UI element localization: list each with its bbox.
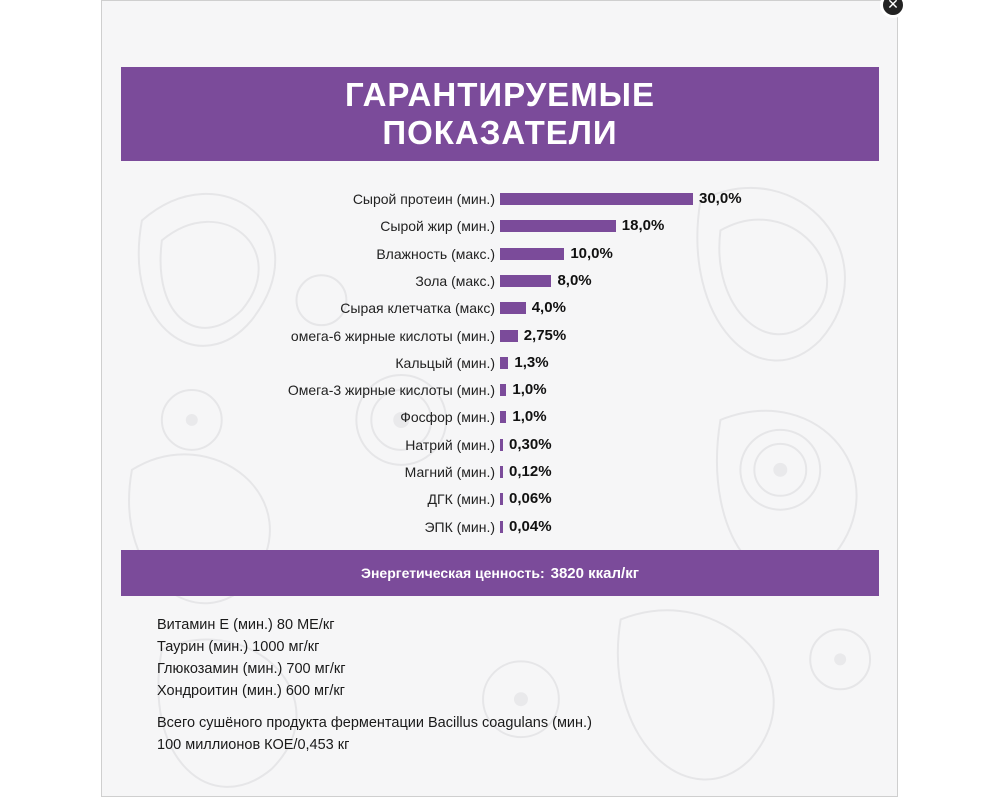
bar [500, 193, 693, 205]
value-label: 0,04% [509, 517, 552, 535]
bar [500, 439, 503, 451]
page-title-line1: ГАРАНТИРУЕМЫЕ [344, 76, 656, 113]
bar [500, 357, 508, 369]
bar [500, 248, 564, 260]
value-label: 10,0% [570, 244, 613, 262]
energy-band [121, 550, 879, 596]
energy-value: 3820 ккал/кг [550, 564, 639, 582]
bar [500, 521, 503, 533]
category-label: омега-6 жирные кислоты (мин.) [290, 327, 495, 344]
category-label: Фосфор (мин.) [400, 409, 495, 426]
title-band [121, 67, 879, 161]
note-chondroitin: Хондроитин (мин.) 600 мг/кг [157, 683, 345, 699]
category-label: Омега-3 жирные кислоты (мин.) [287, 382, 495, 399]
category-label: Натрий (мин.) [405, 436, 495, 453]
close-icon[interactable]: ✕ [880, 0, 906, 18]
bar [500, 493, 503, 505]
value-label: 0,06% [509, 490, 552, 508]
energy-label: Энергетическая ценность: [361, 565, 545, 581]
note-vitamin-e: Витамин Е (мин.) 80 МЕ/кг [157, 617, 335, 633]
value-label: 1,0% [512, 408, 547, 426]
bar [500, 384, 506, 396]
category-label: ДГК (мин.) [427, 491, 495, 508]
bar [500, 411, 506, 423]
bar [500, 466, 503, 478]
value-label: 4,0% [531, 299, 566, 317]
category-label: Влажность (макс.) [376, 245, 495, 262]
value-label: 1,0% [512, 381, 547, 399]
bar [500, 302, 526, 314]
value-label: 2,75% [523, 326, 567, 344]
value-label: 18,0% [621, 217, 665, 235]
value-label: 8,0% [557, 271, 592, 289]
note-ferment-line1: Всего сушёного продукта ферментации Bacillus coagulans (мин.) [157, 715, 592, 731]
value-label: 0,30% [509, 435, 552, 453]
bar [500, 220, 616, 232]
note-glucosamine: Глюкозамин (мин.) 700 мг/кг [157, 661, 346, 677]
category-label: ЭПК (мин.) [424, 518, 495, 535]
category-label: Зола (макс.) [415, 272, 495, 289]
value-label: 0,12% [509, 463, 552, 480]
bar [500, 330, 518, 342]
note-ferment-line2: 100 миллионов КОЕ/0,453 кг [157, 737, 350, 753]
category-label: Сырой протеин (мин.) [352, 191, 495, 207]
page-title-line2: ПОКАЗАТЕЛИ [382, 114, 618, 151]
additional-nutrients [157, 614, 592, 756]
category-label: Кальцый (мин.) [395, 354, 495, 371]
value-label: 30,0% [699, 190, 742, 207]
note-taurine: Таурин (мин.) 1000 мг/кг [157, 639, 320, 655]
category-label: Сырая клетчатка (макс) [340, 300, 495, 317]
category-label: Сырой жир (мин.) [380, 218, 495, 235]
category-label: Магний (мин.) [404, 464, 495, 480]
bar [500, 275, 551, 287]
value-label: 1,3% [514, 353, 549, 371]
